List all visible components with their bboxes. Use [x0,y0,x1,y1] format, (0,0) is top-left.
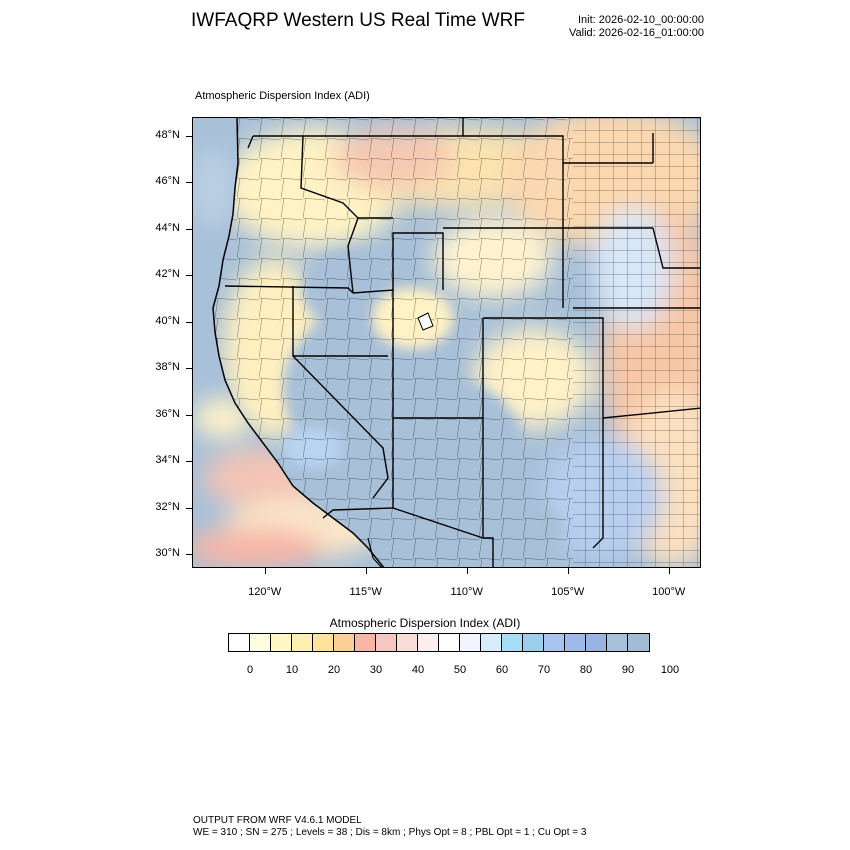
footer [193,815,586,839]
colorbar-swatch [271,634,292,651]
field-title: Atmospheric Dispersion Index (ADI) [195,90,370,102]
colorbar-swatch [292,634,313,651]
colorbar-swatch [229,634,250,651]
colorbar-swatch [460,634,481,651]
valid-time: Valid: 2026-02-16_01:00:00 [569,27,704,39]
time-info [569,14,704,40]
lat-label: 34°N [155,454,180,467]
lat-tick [186,229,192,230]
main-title: IWFAQRP Western US Real Time WRF [191,10,525,31]
footer-model-line: OUTPUT FROM WRF V4.6.1 MODEL [193,815,362,826]
colorbar [228,633,650,652]
colorbar-swatch [502,634,523,651]
lat-tick [186,415,192,416]
lat-tick [186,368,192,369]
lat-label: 40°N [155,314,180,327]
lat-label: 32°N [155,500,180,513]
lat-tick [186,508,192,509]
colorbar-swatch [565,634,586,651]
colorbar-swatch [523,634,544,651]
colorbar-swatch [544,634,565,651]
lat-tick [186,136,192,137]
colorbar-label: 50 [453,664,467,676]
colorbar-label: 70 [537,664,551,676]
lon-tick [669,568,670,574]
colorbar-swatch [628,634,649,651]
lon-tick [568,568,569,574]
lat-label: 30°N [155,547,180,560]
lat-tick [186,275,192,276]
colorbar-swatch [250,634,271,651]
lat-label: 42°N [155,268,180,281]
colorbar-label: 80 [579,664,593,676]
colorbar-label: 20 [327,664,341,676]
colorbar-label: 40 [411,664,425,676]
lat-tick [186,461,192,462]
colorbar-label: 100 [660,664,680,676]
lat-label: 48°N [155,128,180,141]
colorbar-swatch [376,634,397,651]
colorbar-label: 0 [246,664,254,676]
lon-label: 120°W [248,586,282,598]
lon-label: 115°W [349,586,382,598]
lat-label: 38°N [155,361,180,374]
lat-label: 44°N [155,221,180,234]
colorbar-label: 30 [369,664,383,676]
lon-tick [366,568,367,574]
lat-label: 36°N [155,407,180,420]
colorbar-swatch [607,634,628,651]
colorbar-swatch [481,634,502,651]
colorbar-label: 60 [495,664,509,676]
colorbar-swatch [418,634,439,651]
lon-label: 110°W [450,586,483,598]
lon-label: 100°W [652,586,686,598]
colorbar-title: Atmospheric Dispersion Index (ADI) [329,616,521,630]
colorbar-swatch [439,634,460,651]
lon-tick [467,568,468,574]
colorbar-label: 90 [621,664,635,676]
lat-tick [186,182,192,183]
colorbar-swatch [397,634,418,651]
colorbar-swatch [313,634,334,651]
colorbar-swatch [355,634,376,651]
lat-tick [186,554,192,555]
init-time: Init: 2026-02-10_00:00:00 [578,14,704,26]
footer-params-line: WE = 310 ; SN = 275 ; Levels = 38 ; Dis = 8km ; Phys Opt = 8 ; PBL Opt = 1 ; Cu Opt = 3 [193,827,587,838]
lon-label: 105°W [551,586,585,598]
colorbar-label: 10 [285,664,299,676]
map-plot [192,117,701,568]
lat-tick [186,322,192,323]
colorbar-swatch [586,634,607,651]
lon-tick [265,568,266,574]
colorbar-swatch [334,634,355,651]
lat-label: 46°N [155,175,180,188]
adi-map-svg [193,118,701,568]
